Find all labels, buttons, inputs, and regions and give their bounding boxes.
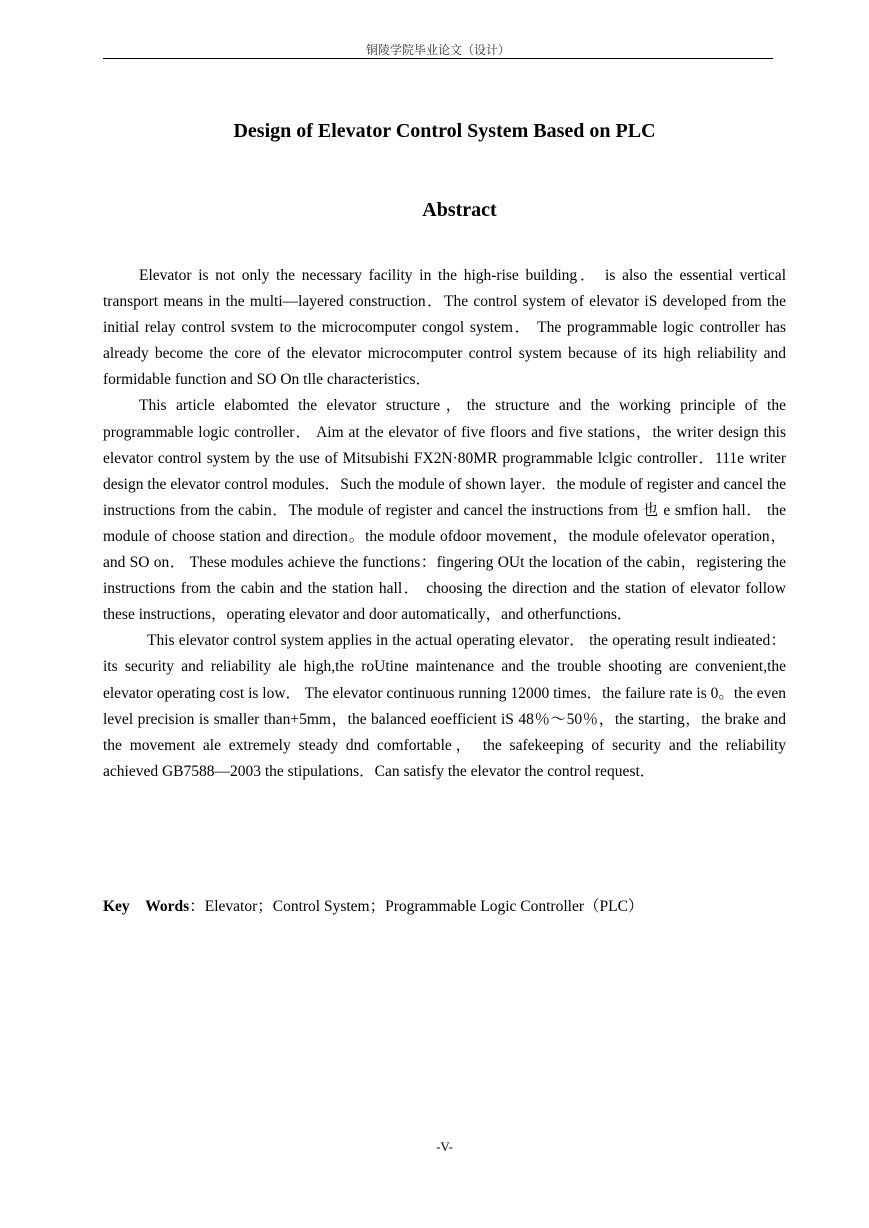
keywords-separator: ： — [189, 898, 205, 915]
keywords-label: Key Words — [103, 898, 190, 915]
abstract-heading: Abstract — [422, 199, 497, 221]
page-header — [103, 42, 773, 59]
abstract-paragraph-2: This article elabomted the elevator structure，the structure and the working principle of the programmable logic controller． Aim at the elevator of five floors and five stations，the writer design this elevator control system by the use of Mitsubishi FX2N·80MR programmable lclgic controller．111e writer design the elevator control modules．Such the module of shown layer．the module of register and cancel the instructions from the cabin．The module of register and cancel the instructions from 也 e smfion hall． the module of choose station and direction。the module ofdoor movement，the module ofelevator operation，and SO on． These modules achieve the functions：fingering OUt the location of the cabin，registering the instructions from the cabin and the station hall． choosing the direction and the station of elevator follow these instructions，operating elevator and door automatically，and otherfunctions． — [103, 397, 786, 624]
abstract-paragraph-1: Elevator is not only the necessary facility in the high-rise building． is also the essential vertical transport means in the multi—layered construction．The control system of elevator iS developed from the initial relay control svstem to the microcomputer congol system． The programmable logic controller has already become the core of the elevator microcomputer control system because of its high reliability and formidable function and SO On tlle characteristics． — [103, 267, 786, 389]
page-number: -V- — [436, 1139, 453, 1154]
thesis-title: Design of Elevator Control System Based on PLC — [233, 120, 656, 142]
abstract-body — [103, 263, 786, 785]
header-text: 铜陵学院毕业论文（设计） — [365, 43, 510, 57]
keywords-text: Elevator；Control System；Programmable Logic Controller（PLC） — [204, 898, 644, 915]
keywords-line — [103, 894, 786, 920]
abstract-paragraph-3: This elevator control system applies in the actual operating elevator． the operating result indieated：its security and reliability ale high,the roUtine maintenance and the trouble shooting are convenient,the elevator operating cost is low． The elevator continuous running 12000 times．the failure rate is 0。the even level precision is smaller than+5mm，the balanced eoefficient iS 48％～50％，the starting，the brake and the movement ale extremely steady dnd comfortable， the safekeeping of security and the reliability achieved GB7588—2003 the stipulations．Can satisfy the elevator the control request． — [103, 632, 786, 780]
